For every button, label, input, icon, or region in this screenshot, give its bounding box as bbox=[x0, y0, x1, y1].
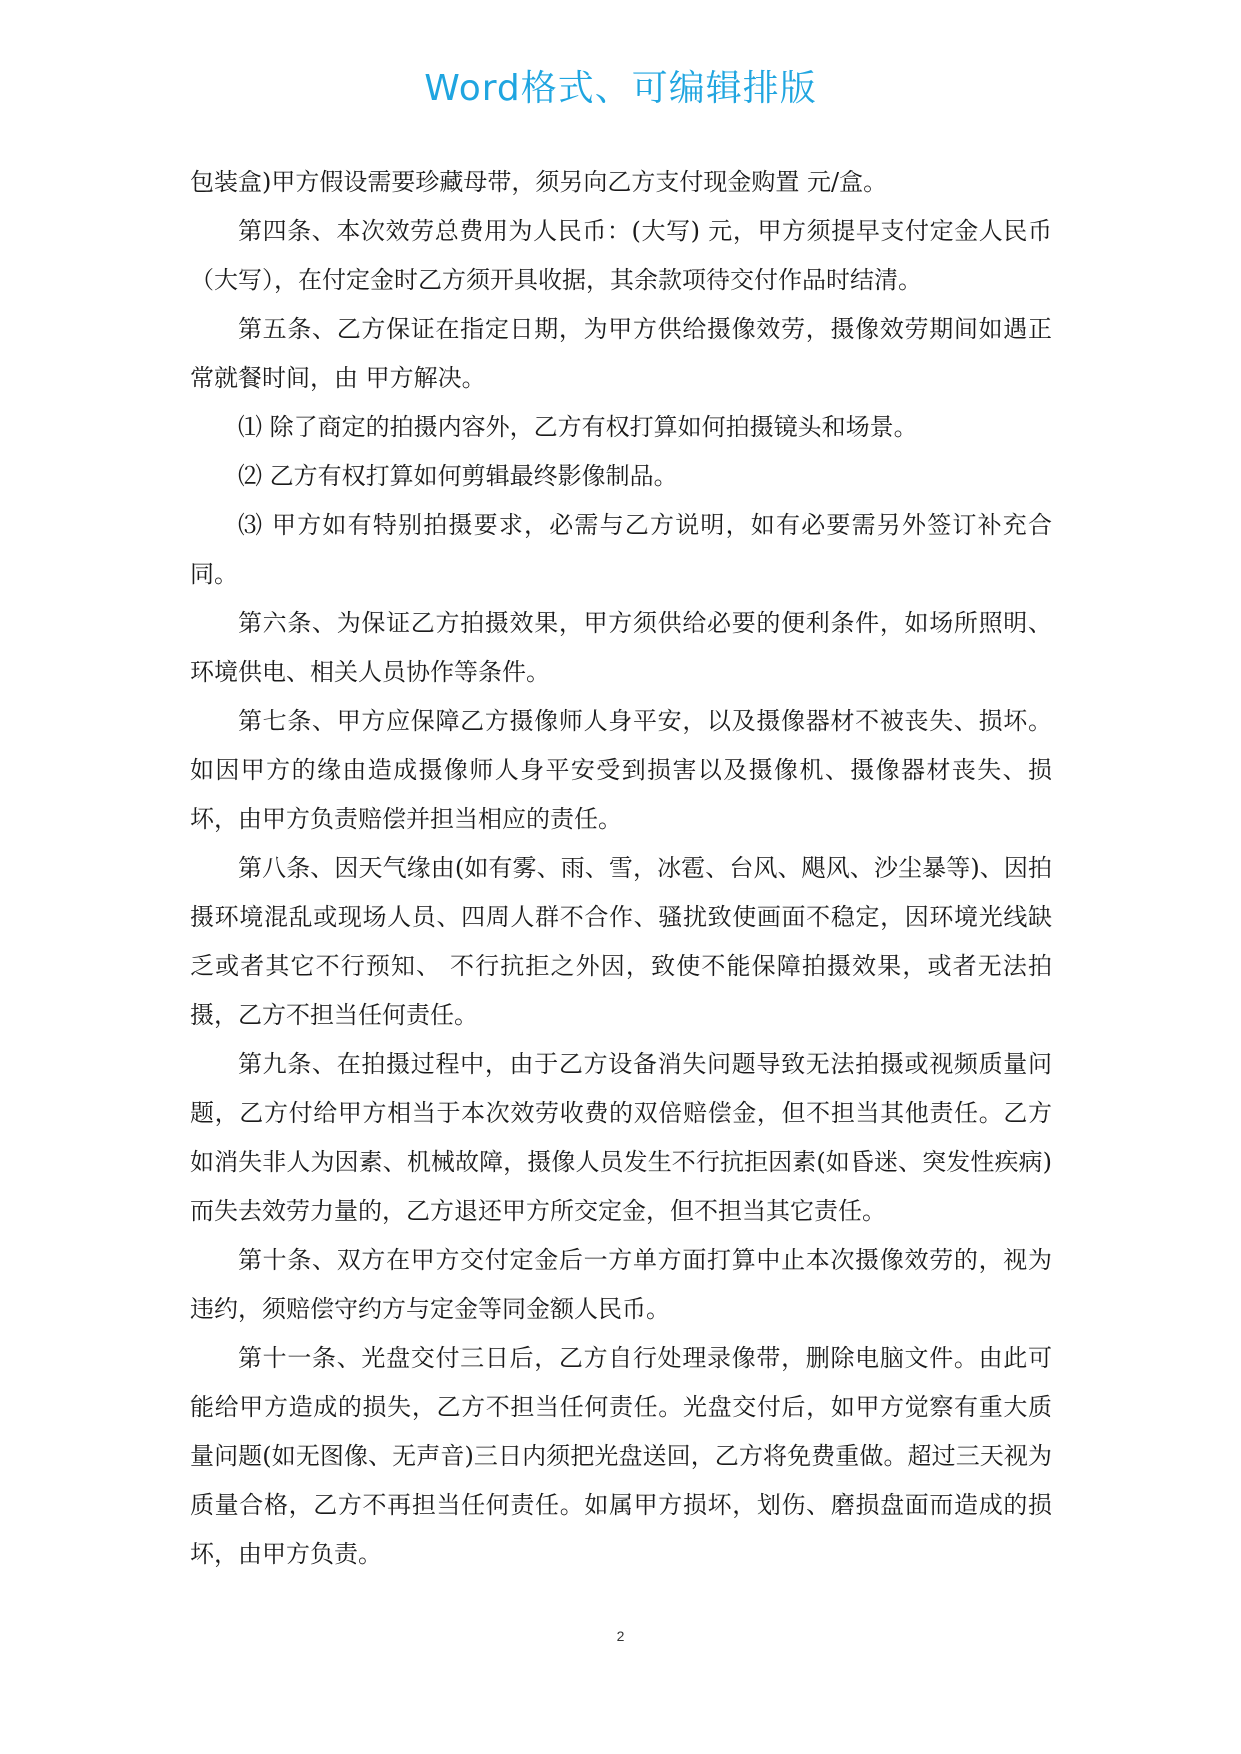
paragraph-article-4: 第四条、本次效劳总费用为人民币：(大写) 元，甲方须提早支付定金人民币（大写），在付定金时乙方须开具收据，其余款项待交付作品时结清。 bbox=[190, 217, 1052, 294]
paragraph-item-1: ⑴ 除了商定的拍摄内容外，乙方有权打算如何拍摄镜头和场景。 bbox=[238, 413, 918, 441]
paragraph-article-9: 第九条、在拍摄过程中，由于乙方设备消失问题导致无法拍摄或视频质量问题，乙方付给甲方相当于本次效劳收费的双倍赔偿金，但不担当其他责任。乙方如消失非人为因素、机械故障，摄像人员发生不行抗拒因素(如昏迷、突发性疾病)而失去效劳力量的，乙方退还甲方所交定金，但不担当其它责任。 bbox=[190, 1050, 1052, 1225]
paragraph-article-7: 第七条、甲方应保障乙方摄像师人身平安，以及摄像器材不被丧失、损坏。如因甲方的缘由造成摄像师人身平安受到损害以及摄像机、摄像器材丧失、损坏，由甲方负责赔偿并担当相应的责任。 bbox=[190, 707, 1052, 833]
paragraph-article-11: 第十一条、光盘交付三日后，乙方自行处理录像带，删除电脑文件。由此可能给甲方造成的损失，乙方不担当任何责任。光盘交付后，如甲方觉察有重大质量问题(如无图像、无声音)三日内须把光盘送回，乙方将免费重做。超过三天视为质量合格，乙方不再担当任何责任。如属甲方损坏，划伤、磨损盘面而造成的损坏，由甲方负责。 bbox=[190, 1344, 1052, 1568]
page-header-title: Word格式、可编辑排版 bbox=[424, 68, 817, 109]
paragraph-packaging: 包装盒)甲方假设需要珍藏母带，须另向乙方支付现金购置 元/盒。 bbox=[190, 168, 888, 196]
paragraph-item-3: ⑶ 甲方如有特别拍摄要求，必需与乙方说明，如有必要需另外签订补充合同。 bbox=[190, 511, 1052, 588]
paragraph-article-8: 第八条、因天气缘由(如有雾、雨、雪，冰雹、台风、飓风、沙尘暴等)、因拍摄环境混乱或现场人员、四周人群不合作、骚扰致使画面不稳定，因环境光线缺乏或者其它不行预知、 不行抗拒之外因，致使不能保障拍摄效果，或者无法拍摄，乙方不担当任何责任。 bbox=[190, 854, 1052, 1029]
paragraph-article-10: 第十条、双方在甲方交付定金后一方单方面打算中止本次摄像效劳的，视为违约，须赔偿守约方与定金等同金额人民币。 bbox=[190, 1246, 1052, 1323]
document-body bbox=[190, 158, 1052, 1579]
paragraph-article-5: 第五条、乙方保证在指定日期，为甲方供给摄像效劳，摄像效劳期间如遇正常就餐时间，由 甲方解决。 bbox=[190, 315, 1052, 392]
page-number: 2 bbox=[616, 1628, 625, 1644]
paragraph-article-6: 第六条、为保证乙方拍摄效果，甲方须供给必要的便利条件，如场所照明、环境供电、相关人员协作等条件。 bbox=[190, 609, 1052, 686]
paragraph-item-2: ⑵ 乙方有权打算如何剪辑最终影像制品。 bbox=[238, 462, 678, 490]
